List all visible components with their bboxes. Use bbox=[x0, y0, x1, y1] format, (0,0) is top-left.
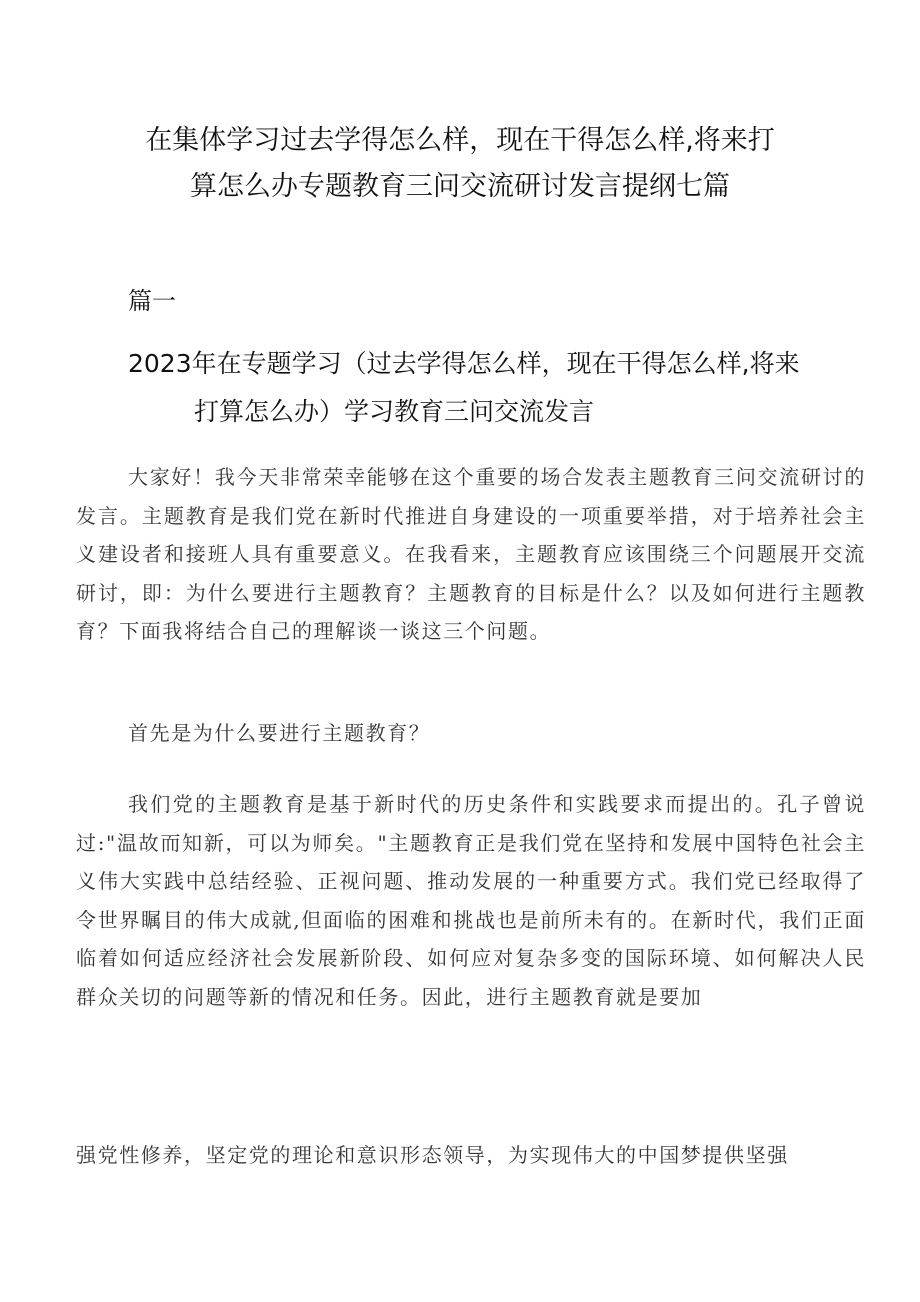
paragraph-intro: 大家好！我今天非常荣幸能够在这个重要的场合发表主题教育三问交流研讨的发言。主题教育是我们党在新时代推进自身建设的一项重要举措，对于培养社会主义建设者和接班人具有重要意义。在我看来，主题教育应该围绕三个问题展开交流研讨，即：为什么要进行主题教育？主题教育的目标是什么？以及如何进行主题教育？下面我将结合自己的理解谈一谈这三个问题。 bbox=[76, 465, 866, 643]
subtitle-line-1: 2023年在专题学习（过去学得怎么样，现在干得怎么样,将来 bbox=[128, 349, 800, 378]
section-subtitle bbox=[100, 340, 860, 436]
title-line-1: 在集体学习过去学得怎么样，现在干得怎么样,将来打 bbox=[145, 125, 775, 156]
paragraph-question-heading: 首先是为什么要进行主题教育？ bbox=[128, 721, 431, 745]
paragraph-body: 我们党的主题教育是基于新时代的历史条件和实践要求而提出的。孔子曾说过:"温故而知新，可以为师矣。"主题教育正是我们党在坚持和发展中国特色社会主义伟大实践中总结经验、正视问题、推动发展的一种重要方式。我们党已经取得了令世界瞩目的伟大成就,但面临的困难和挑战也是前所未有的。在新时代，我们正面临着如何适应经济社会发展新阶段、如何应对复杂多变的国际环境、如何解决人民群众关切的问题等新的情况和任务。因此，进行主题教育就是要加 bbox=[76, 792, 866, 1009]
document-title bbox=[100, 118, 820, 210]
section-label: 篇一 bbox=[128, 287, 176, 315]
title-line-2: 算怎么办专题教育三问交流研讨发言提纲七篇 bbox=[190, 171, 730, 202]
subtitle-line-2: 打算怎么办）学习教育三问交流发言 bbox=[194, 397, 595, 426]
paragraph-continuation: 强党性修养，坚定党的理论和意识形态领导，为实现伟大的中国梦提供坚强 bbox=[76, 1143, 789, 1167]
